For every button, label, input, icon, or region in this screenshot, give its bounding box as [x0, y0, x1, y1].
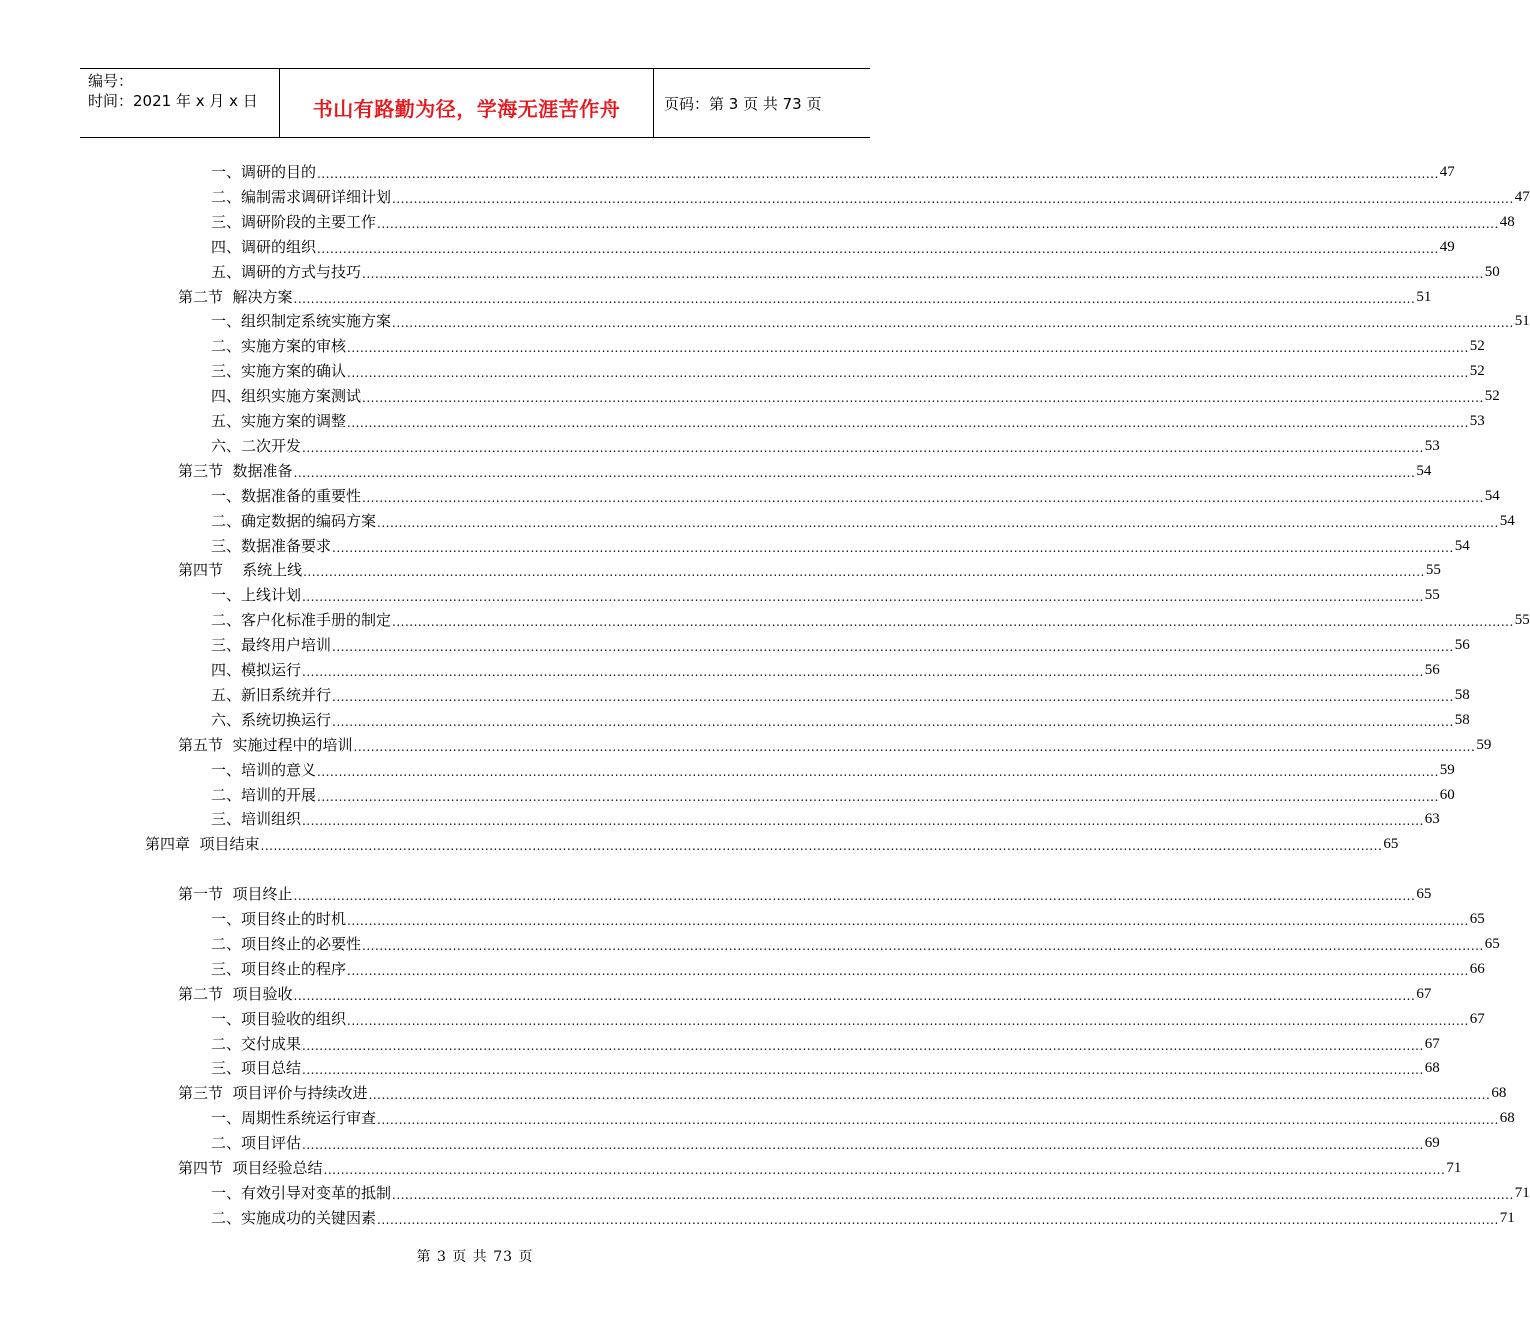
- toc-entry-label: 一、有效引导对变革的抵制: [211, 1183, 392, 1202]
- toc-entry[interactable]: [211, 607, 1530, 631]
- toc-entry-label: 三、培训组织: [211, 810, 302, 829]
- toc-entry-label: 第一节 项目终止: [178, 885, 293, 904]
- toc-entry-page: 59: [1476, 736, 1492, 753]
- toc-entry-page: 65: [1469, 911, 1485, 927]
- toc-entry-label: 第三节 项目评价与持续改进: [178, 1084, 368, 1103]
- toc-entry-page: 48: [1499, 213, 1515, 230]
- toc-dot-leader: ....................................................................................................................................................................................................................................................................: [362, 391, 1484, 406]
- toc-entry-label: 第四节 项目经验总结: [178, 1159, 323, 1177]
- toc-entry-page: 65: [1383, 836, 1399, 853]
- toc-entry-label: 一、组织制定系统实施方案: [211, 312, 392, 331]
- toc-entry-page: 71: [1499, 1209, 1515, 1226]
- document-time-label: 时间：2021 年 x 月 x 日: [88, 92, 258, 110]
- toc-entry-page: 49: [1439, 238, 1455, 255]
- toc-entry[interactable]: [178, 1155, 1462, 1179]
- toc-dot-leader: ....................................................................................................................................................................................................................................................................: [362, 490, 1484, 505]
- toc-dot-leader: ....................................................................................................................................................................................................................................................................: [362, 266, 1484, 281]
- toc-entry[interactable]: [211, 533, 1470, 557]
- toc-entry[interactable]: [178, 881, 1432, 905]
- toc-dot-leader: ....................................................................................................................................................................................................................................................................: [392, 316, 1514, 331]
- toc-entry-page: 56: [1454, 637, 1470, 654]
- toc-entry-page: 52: [1484, 388, 1500, 405]
- toc-entry-label: 一、培训的意义: [211, 760, 317, 779]
- toc-entry-label: 五、新旧系统并行: [211, 685, 332, 704]
- toc-entry-label: 四、调研的组织: [211, 237, 317, 256]
- toc-entry-page: 68: [1424, 1060, 1440, 1077]
- toc-entry-label: 三、调研阶段的主要工作: [211, 212, 377, 231]
- toc-entry-page: 52: [1469, 338, 1485, 355]
- toc-entry-label: 一、项目验收的组织: [211, 1009, 347, 1028]
- toc-entry[interactable]: [211, 259, 1500, 283]
- toc-dot-leader: ....................................................................................................................................................................................................................................................................: [317, 167, 1439, 181]
- toc-entry[interactable]: [211, 1130, 1440, 1154]
- toc-entry-page: 67: [1416, 985, 1432, 1002]
- toc-dot-leader: ....................................................................................................................................................................................................................................................................: [302, 1063, 1424, 1078]
- toc-entry-label: 二、客户化标准手册的制定: [211, 611, 392, 630]
- toc-dot-leader: ....................................................................................................................................................................................................................................................................: [347, 366, 1469, 381]
- toc-entry[interactable]: [211, 159, 1455, 183]
- toc-dot-leader: ....................................................................................................................................................................................................................................................................: [302, 665, 1424, 679]
- toc-entry-label: 六、二次开发: [211, 436, 302, 455]
- toc-entry[interactable]: [211, 333, 1485, 357]
- toc-dot-leader: ....................................................................................................................................................................................................................................................................: [353, 739, 1476, 754]
- toc-entry-label: 第三节 数据准备: [178, 461, 293, 480]
- toc-dot-leader: ....................................................................................................................................................................................................................................................................: [332, 714, 1454, 729]
- toc-dot-leader: ....................................................................................................................................................................................................................................................................: [260, 839, 1383, 854]
- toc-entry-page: 51: [1416, 288, 1432, 305]
- toc-dot-leader: ....................................................................................................................................................................................................................................................................: [347, 963, 1469, 978]
- toc-entry-label: 三、最终用户培训: [211, 636, 332, 655]
- toc-dot-leader: ....................................................................................................................................................................................................................................................................: [293, 465, 1416, 480]
- toc-entry-page: 54: [1454, 537, 1470, 554]
- toc-entry-label: 一、数据准备的重要性: [211, 486, 362, 505]
- toc-dot-leader: ....................................................................................................................................................................................................................................................................: [347, 914, 1469, 928]
- toc-entry-label: 二、确定数据的编码方案: [211, 511, 377, 530]
- toc-entry-page: 67: [1424, 1035, 1440, 1052]
- toc-dot-leader: ....................................................................................................................................................................................................................................................................: [317, 789, 1439, 804]
- header-page-info-cell: [654, 69, 870, 137]
- toc-entry-label: 一、调研的目的: [211, 163, 317, 181]
- toc-entry-page: 65: [1416, 886, 1432, 903]
- toc-dot-leader: ....................................................................................................................................................................................................................................................................: [293, 889, 1416, 904]
- toc-entry[interactable]: [145, 831, 1399, 855]
- toc-entry-page: 50: [1484, 263, 1500, 280]
- toc-dot-leader: ....................................................................................................................................................................................................................................................................: [317, 241, 1439, 256]
- toc-dot-leader: ....................................................................................................................................................................................................................................................................: [347, 341, 1469, 356]
- toc-entry-page: 58: [1454, 711, 1470, 728]
- toc-entry-label: 三、项目终止的程序: [211, 959, 347, 978]
- toc-entry[interactable]: [211, 956, 1485, 980]
- toc-entry-label: 一、上线计划: [211, 586, 302, 605]
- toc-dot-leader: ....................................................................................................................................................................................................................................................................: [332, 640, 1454, 655]
- toc-entry-page: 67: [1469, 1010, 1485, 1027]
- toc-entry-page: 54: [1499, 512, 1515, 529]
- header-motto-cell: [280, 69, 654, 137]
- toc-entry[interactable]: [211, 1205, 1515, 1229]
- toc-dot-leader: ....................................................................................................................................................................................................................................................................: [317, 764, 1439, 779]
- toc-entry-page: 71: [1514, 1184, 1530, 1201]
- toc-entry-page: 71: [1446, 1160, 1462, 1176]
- toc-entry[interactable]: [211, 1055, 1440, 1079]
- toc-entry[interactable]: [178, 284, 1432, 308]
- toc-dot-leader: ....................................................................................................................................................................................................................................................................: [377, 1212, 1499, 1227]
- toc-entry[interactable]: [211, 1180, 1530, 1204]
- toc-entry-label: 三、实施方案的确认: [211, 362, 347, 381]
- toc-entry-label: 第二节 解决方案: [178, 287, 293, 306]
- toc-entry[interactable]: [211, 1105, 1515, 1129]
- toc-entry[interactable]: [178, 732, 1492, 756]
- toc-entry[interactable]: [178, 557, 1441, 581]
- toc-entry-label: 一、周期性系统运行审查: [211, 1109, 377, 1128]
- toc-dot-leader: ....................................................................................................................................................................................................................................................................: [293, 988, 1416, 1003]
- toc-entry-label: 四、组织实施方案测试: [211, 387, 362, 406]
- toc-entry-label: 二、实施成功的关键因素: [211, 1208, 377, 1227]
- toc-entry-label: 三、项目总结: [211, 1059, 302, 1078]
- toc-dot-leader: ....................................................................................................................................................................................................................................................................: [392, 1187, 1514, 1202]
- toc-dot-leader: ....................................................................................................................................................................................................................................................................: [392, 615, 1514, 630]
- toc-entry-label: 第四节 系统上线: [178, 561, 303, 580]
- toc-entry[interactable]: [211, 757, 1455, 781]
- toc-entry-label: 第四章 项目结束: [145, 835, 260, 854]
- toc-entry[interactable]: [211, 782, 1455, 806]
- toc-entry-page: 54: [1416, 462, 1432, 479]
- toc-entry[interactable]: [211, 682, 1470, 706]
- toc-dot-leader: ....................................................................................................................................................................................................................................................................: [368, 1088, 1491, 1103]
- page-footer: 第 3 页 共 73 页: [416, 1249, 534, 1265]
- toc-dot-leader: ....................................................................................................................................................................................................................................................................: [362, 938, 1484, 953]
- toc-entry[interactable]: [211, 707, 1470, 731]
- toc-dot-leader: ....................................................................................................................................................................................................................................................................: [377, 1113, 1499, 1128]
- toc-dot-leader: ....................................................................................................................................................................................................................................................................: [303, 565, 1425, 580]
- toc-entry-page: 54: [1484, 487, 1500, 504]
- header-motto: 书山有路勤为径，学海无涯苦作舟: [312, 96, 621, 121]
- toc-entry[interactable]: [178, 981, 1432, 1005]
- toc-entry-label: 三、数据准备要求: [211, 536, 332, 555]
- toc-entry[interactable]: [211, 931, 1500, 955]
- toc-entry[interactable]: [211, 234, 1455, 258]
- toc-dot-leader: ....................................................................................................................................................................................................................................................................: [302, 1038, 1424, 1053]
- toc-entry-page: 47: [1514, 188, 1530, 205]
- toc-dot-leader: ....................................................................................................................................................................................................................................................................: [302, 1138, 1424, 1153]
- header-page-info: 页码：第 3 页 共 73 页: [664, 94, 822, 113]
- toc-entry-page: 66: [1469, 960, 1485, 977]
- toc-dot-leader: ....................................................................................................................................................................................................................................................................: [332, 540, 1454, 555]
- toc-entry-label: 二、交付成果: [211, 1034, 302, 1053]
- toc-entry-page: 69: [1424, 1135, 1440, 1152]
- toc-dot-leader: ....................................................................................................................................................................................................................................................................: [332, 689, 1454, 704]
- toc-dot-leader: ....................................................................................................................................................................................................................................................................: [392, 191, 1514, 206]
- toc-entry-label: 第五节 实施过程中的培训: [178, 735, 353, 754]
- toc-entry-label: 二、培训的开展: [211, 785, 317, 804]
- toc-entry-page: 53: [1469, 413, 1485, 429]
- toc-entry[interactable]: [211, 1031, 1440, 1055]
- toc-entry[interactable]: [211, 209, 1515, 233]
- toc-entry[interactable]: [178, 1080, 1507, 1104]
- toc-entry[interactable]: [178, 458, 1432, 482]
- toc-entry[interactable]: [211, 308, 1530, 332]
- toc-dot-leader: ....................................................................................................................................................................................................................................................................: [377, 515, 1499, 530]
- toc-entry[interactable]: [211, 184, 1530, 208]
- toc-entry[interactable]: [211, 358, 1485, 382]
- toc-entry-page: 68: [1499, 1110, 1515, 1127]
- toc-entry[interactable]: [211, 906, 1485, 930]
- toc-entry-page: 68: [1491, 1085, 1507, 1102]
- toc-dot-leader: ....................................................................................................................................................................................................................................................................: [377, 216, 1499, 231]
- toc-dot-leader: ....................................................................................................................................................................................................................................................................: [347, 416, 1469, 430]
- toc-entry[interactable]: [211, 383, 1500, 407]
- toc-entry-label: 五、调研的方式与技巧: [211, 262, 362, 281]
- toc-dot-leader: ....................................................................................................................................................................................................................................................................: [347, 1013, 1469, 1028]
- toc-entry-page: 52: [1469, 363, 1485, 380]
- toc-entry-page: 51: [1514, 313, 1530, 330]
- toc-entry-page: 59: [1439, 761, 1455, 778]
- toc-entry[interactable]: [211, 433, 1440, 457]
- toc-entry[interactable]: [211, 632, 1470, 656]
- toc-entry-label: 二、编制需求调研详细计划: [211, 187, 392, 206]
- toc-entry-page: 65: [1484, 935, 1500, 952]
- toc-entry[interactable]: [211, 806, 1440, 830]
- toc-entry[interactable]: [211, 582, 1440, 606]
- toc-entry-page: 63: [1424, 811, 1440, 828]
- toc-entry-label: 六、系统切换运行: [211, 710, 332, 729]
- toc-entry-page: 53: [1424, 437, 1440, 454]
- toc-dot-leader: ....................................................................................................................................................................................................................................................................: [302, 590, 1424, 605]
- toc-entry-page: 47: [1439, 164, 1455, 180]
- toc-entry[interactable]: [211, 657, 1440, 681]
- toc-entry[interactable]: [211, 508, 1515, 532]
- document-number-label: 编号：: [88, 72, 134, 90]
- toc-dot-leader: ....................................................................................................................................................................................................................................................................: [293, 291, 1416, 306]
- toc-entry[interactable]: [211, 408, 1485, 432]
- toc-entry-page: 55: [1424, 587, 1440, 604]
- toc-entry-label: 第二节 项目验收: [178, 984, 293, 1003]
- toc-entry-label: 四、模拟运行: [211, 661, 302, 679]
- page-header: [80, 68, 870, 138]
- toc-entry-label: 二、项目评估: [211, 1134, 302, 1153]
- toc-entry-page: 56: [1424, 662, 1440, 678]
- header-meta-cell: [80, 69, 280, 137]
- toc-entry-label: 二、实施方案的审核: [211, 337, 347, 356]
- toc-dot-leader: ....................................................................................................................................................................................................................................................................: [323, 1163, 1446, 1177]
- toc-entry-label: 一、项目终止的时机: [211, 910, 347, 928]
- toc-entry-page: 55: [1425, 562, 1441, 579]
- toc-dot-leader: ....................................................................................................................................................................................................................................................................: [302, 814, 1424, 829]
- toc-entry-label: 二、项目终止的必要性: [211, 934, 362, 953]
- toc-dot-leader: ....................................................................................................................................................................................................................................................................: [302, 440, 1424, 455]
- toc-entry-page: 55: [1514, 612, 1530, 629]
- toc-entry-page: 60: [1439, 786, 1455, 803]
- toc-entry[interactable]: [211, 483, 1500, 507]
- toc-entry-page: 58: [1454, 686, 1470, 703]
- toc-entry[interactable]: [211, 1006, 1485, 1030]
- toc-entry-label: 五、实施方案的调整: [211, 412, 347, 430]
